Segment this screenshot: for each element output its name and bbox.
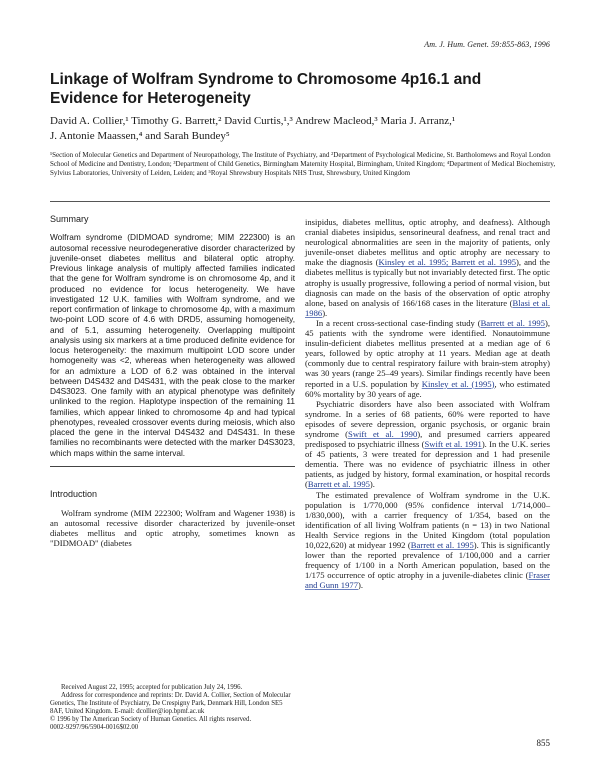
text-run: In a recent cross-sectional case-finding study ( [316,317,481,328]
citation-link[interactable]: Blasi et al. 1986 [305,297,551,318]
text-run: ), 45 patients with the syndrome were identified. Nonautoimmune insulin-deficient diabetes mellitus presented at a median age of 6 years, followed by optic atrophy at 11 years. Median age at death (commonly due to central respiratory failure with brain-stem atrophy) was 30 years (range 25–49 years). Similar findings recently have been reported in a U.S. population by [305,317,550,389]
page-number: 855 [536,738,550,748]
paragraph-2 [305,318,550,399]
introduction-heading: Introduction [50,489,98,500]
authors-line-1: David A. Collier,¹ Timothy G. Barrett,² David Curtis,¹,³ Andrew Macleod,³ Maria J. Arranz,¹ [50,115,456,127]
text-run: Psychiatric disorders have also been associated with Wolfram syndrome. In a series of 68 patients, 60% were reported to have episodes of severe depression, organic psychosis, or organic brain syndrome ( [305,398,550,439]
text-run: ). [322,307,328,318]
citation-link[interactable]: Kinsley et al. (1995) [421,378,495,389]
text-run: The estimated prevalence of Wolfram syndrome in the U.K. population is 1/770,000 (95% confidence interval 1/714,000–1/830,000), with a carrier frequency of 1/354, based on the identification of all living Wolfram patients (n = 13) in two National Health Service regions in the United Kingdom (total population 10,022,620) at midyear 1992 ( [305,489,550,550]
text-run: ). This is significantly lower than the reported prevalence of 1/100,000 and a carrier frequency of 1/100 in a North American population, based on the 1/175 occurrence of optic atrophy in a juvenile-diabetes clinic ( [305,540,550,581]
text-run: ). [369,479,375,490]
citation-link[interactable]: Kinsley et al. 1995; Barrett et al. 1995 [378,257,517,268]
footnote-received: Received August 22, 1995; accepted for publication July 24, 1996. [61,684,243,691]
paragraph-3 [305,399,550,490]
paragraph-4 [305,490,550,591]
journal-citation: Am. J. Hum. Genet. 59:855-863, 1996 [424,40,550,49]
text-run: , who estimated 60% mortality by 30 years of age. [305,378,550,399]
citation-link[interactable]: Barrett et al. 1995 [480,317,545,328]
citation-link[interactable]: Fraser and Gunn 1977 [305,570,550,591]
footnote-correspondence: Address for correspondence and reprints: Dr. David A. Collier, Section of Molecular Genetics, The Institute of Psychiatry, De Crespigny Park, Denmark Hill, London SE5 8AF, United Kingdom. E-mail: dcollier@iop.bpmf.ac.uk [50,692,291,715]
left-column [50,214,295,557]
author-list [50,114,560,144]
right-column [305,217,550,590]
citation-link[interactable]: Swift et al. 1990 [348,428,418,439]
authors-line-2: J. Antonie Maassen,⁴ and Sarah Bundey⁵ [50,130,230,142]
text-run: ). [358,580,364,591]
citation-link[interactable]: Barrett et al. 1995 [307,479,370,490]
summary-text: Wolfram syndrome (DIDMOAD syndrome; MIM 222300) is an autosomal recessive neurodegenerative disorder characterized by juvenile-onset diabetes mellitus and bilateral optic atrophy. Previous linkage analysis of multiply affected families indicated that the gene for Wolfram syndrome is on chromosome 4p, and it produced no evidence for locus heterogeneity. We have investigated 12 U.K. families with Wolfram syndrome, and we report confirmation of linkage to chromosome 4p, with a maximum two-point LOD score of 4.6 with DRD5, assuming homogeneity, and of 5.1, assuming heterogeneity. Overlapping multipoint analysis using six markers at a time produced definite evidence for locus heterogeneity: the maximum multipoint LOD score under homogeneity was <2, whereas when heterogeneity was allowed for an admixture a LOD of 6.2 was obtained in the interval between D4S432 and D4S431, with the peak close to the marker D4S3023. One family with an atypical phenotype was definitely unlinked to the region. Haplotype inspection of the remaining 11 families, which appear linked to chromosome 4p and had typical phenotypes, revealed crossover events during meiosis, which also placed the gene in the interval D4S432 and D4S431. In these families no recombinants were detected with the marker D4S3023, which maps within the same interval. [50,232,295,458]
introduction-text: Wolfram syndrome (MIM 222300; Wolfram and Wagener 1938) is an autosomal recessive disorder characterized by juvenile-onset diabetes mellitus and optic atrophy, sometimes known as "DIDMOAD" (diabetes [50,507,295,548]
text-run: ). In the U.K. series of 45 patients, 3 were treated for depression and 1 had presenile dementia. There was no evidence of psychiatric illness in other patients, as judged by history, formal examination, or hospital records ( [305,439,550,490]
summary-divider [50,466,295,467]
text-run: insipidus, diabetes mellitus, optic atrophy, and deafness). Although cranial diabetes insipidus, sensorineural deafness, and renal tract and neurological abnormalities are seen in the majority of patients, only juvenile-onset diabetes mellitus and optic atrophy are necessary to make the diagnosis ( [305,217,550,268]
affiliations: ¹Section of Molecular Genetics and Department of Neuropathology, The Institute of Psychiatry, and ²Department of Psychological Medicine, St. Bartholomews and Royal London School of Medicine and Dentistry, London; ³Department of Child Genetics, Birmingham Maternity Hospital, Birmingham, United Kingdom; ⁴Department of Medical Biochemistry, Sylvius Laboratories, University of Leiden, Leiden; and ⁵Royal Shrewsbury Hospitals NHS Trust, Shrewsbury, United Kingdom [50,151,556,177]
paragraph-1 [305,217,550,318]
header-divider [50,201,550,202]
text-run: ), and the diabetes mellitus is typically but not invariably detected first. The optic atrophy is usually progressive, following a period of normal vision, but diagnosis can made on the basis of the observation of optic atrophy alone, based on analysis of 166/168 cases in the literature ( [305,257,550,308]
footnotes [50,684,295,732]
summary-heading: Summary [50,214,89,224]
text-run: ), and presumed carriers appeared predisposed to psychiatric illness ( [305,428,550,450]
footnote-issn: 0002-9297/96/5904-0016$02.00 [50,724,139,731]
footnote-copyright: © 1996 by The American Society of Human Genetics. All rights reserved. [50,716,252,723]
citation-link[interactable]: Swift et al. 1991 [424,439,482,450]
citation-link[interactable]: Barrett et al. 1995 [410,540,474,550]
article-title: Linkage of Wolfram Syndrome to Chromosome 4p16.1 and Evidence for Heterogeneity [50,71,482,107]
